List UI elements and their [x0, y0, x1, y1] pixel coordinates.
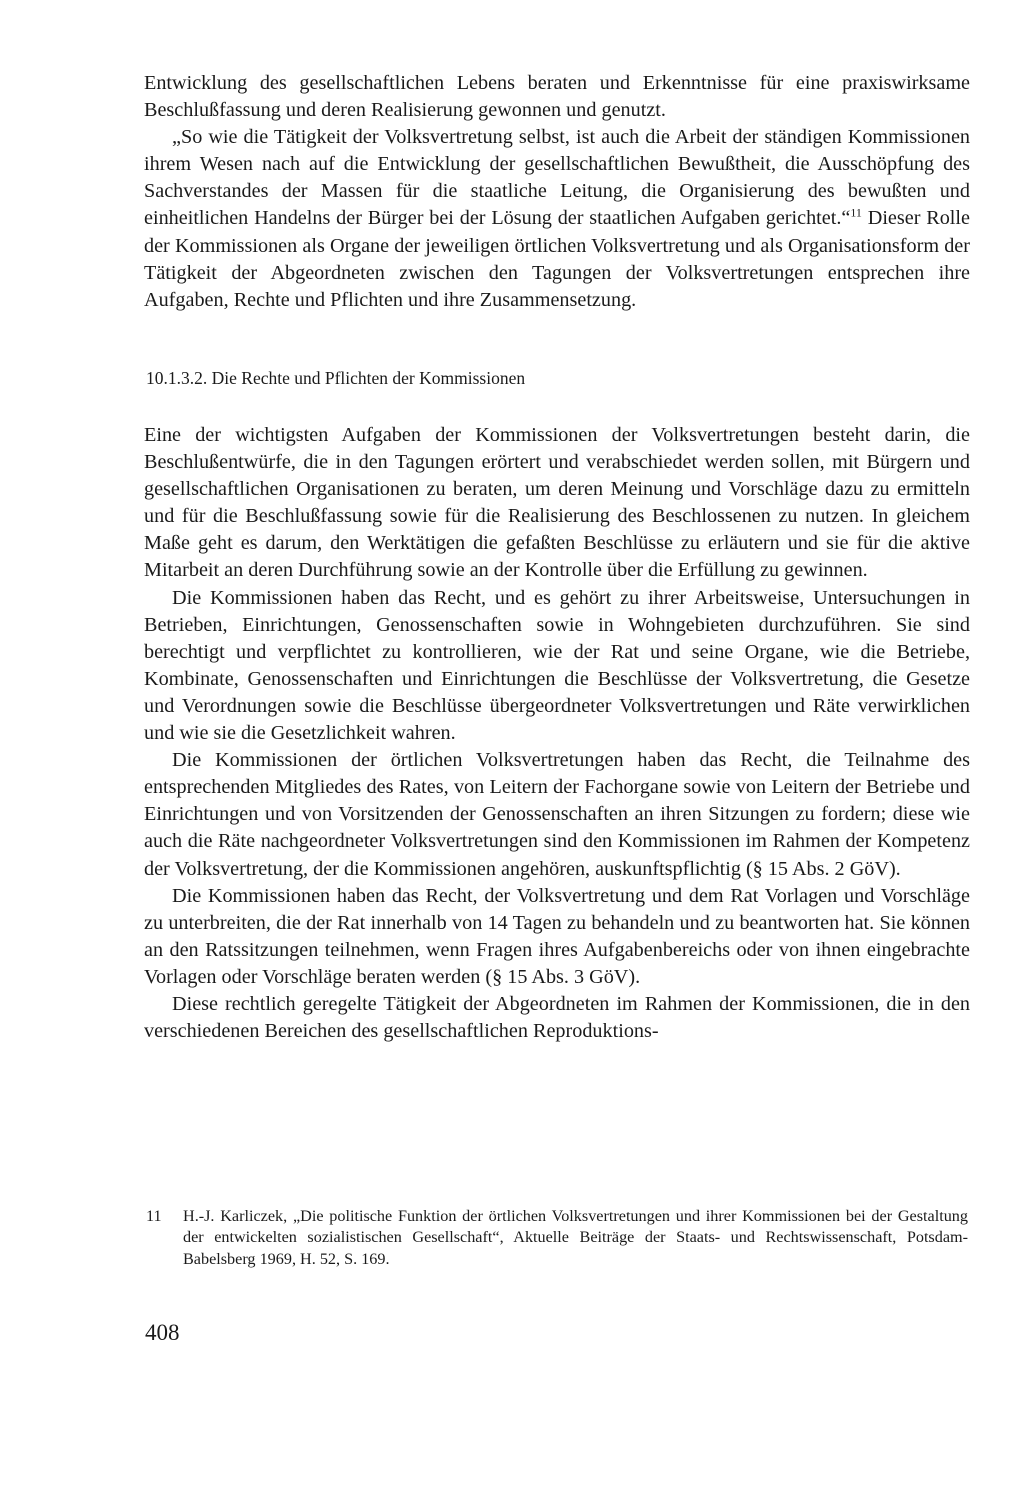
paragraph-continuation: Entwicklung des gesellschaftlichen Lebens beraten und Erkenntnisse für eine praxiswirksame Beschlußfassung und deren Realisierung gewonnen und genutzt.: [144, 72, 970, 122]
paragraph-quotation: [144, 124, 970, 314]
body-paragraph: Die Kommissionen haben das Recht, der Volksvertretung und dem Rat Vorlagen und Vorschläge zu unterbreiten, die der Rat innerhalb von 14 Tagen zu behandeln und zu beantworten hat. Sie können an den Ratssitzungen teilnehmen, wenn Fragen ihres Aufgabenbereichs oder von ihnen eingebrachte Vorlagen oder Vorschläge beraten werden (§ 15 Abs. 3 GöV).: [144, 884, 970, 988]
section-body: [144, 422, 970, 1045]
footnote-reference: 11: [850, 205, 862, 220]
body-paragraph: Diese rechtlich geregelte Tätigkeit der Abgeordneten im Rahmen der Kommissionen, die in den verschiedenen Bereichen des gesellschaftlichen Reproduktions-: [144, 992, 970, 1043]
page-number: 408: [145, 1320, 180, 1345]
quotation-followup-text: Dieser Rolle der Kommissionen als Organe der jeweiligen örtlichen Volksvertretung und als Organisationsform der Tätigkeit der Abgeordneten zwischen den Tagungen der Volksvertretungen entsprechen ihre Aufgaben, Rechte und Pflichten und ihre Zusammensetzung.: [144, 207, 970, 311]
continued-text-block: [144, 70, 970, 314]
body-paragraph: Die Kommissionen der örtlichen Volksvertretungen haben das Recht, die Teilnahme des entsprechenden Mitgliedes des Rates, von Leitern der Fachorgane sowie von Leitern der Betriebe und Einrichtungen und von Vorsitzenden der Genossenschaften an ihren Sitzungen zu fordern; diese wie auch die Räte nachgeordneter Volksvertretungen sind den Kommissionen im Rahmen der Kompetenz der Volksvertretung, der die Kommissionen angehören, auskunftspflichtig (§ 15 Abs. 2 GöV).: [144, 749, 970, 880]
footnote-number: 11: [146, 1207, 162, 1225]
body-paragraph: Die Kommissionen haben das Recht, und es gehört zu ihrer Arbeitsweise, Untersuchungen in Betrieben, Einrichtungen, Genossenschaften sowie in Wohngebieten durchzuführen. Sie sind berechtigt und verpflichtet zu kontrollieren, wie der Rat und seine Organe, wie die Betriebe, Kombinate, Genossenschaften und Einrichtungen die Beschlüsse der Volksvertretung, die Gesetze und Verordnungen sowie die Beschlüsse übergeordneter Volksvertretungen und Räte verwirklichen und wie sie die Gesetzlichkeit wahren.: [144, 586, 970, 745]
footnote-text: H.-J. Karliczek, „Die politische Funktion der örtlichen Volksvertretungen und ihrer Kommissionen bei der Gestaltung der entwickelten sozialistischen Gesellschaft“, Aktuelle Beiträge der Staats- und Rechtswissenschaft, Potsdam-Babelsberg 1969, H. 52, S. 169.: [183, 1207, 968, 1268]
section-heading: 10.1.3.2. Die Rechte und Pflichten der Kommissionen: [146, 368, 526, 388]
body-paragraph: Eine der wichtigsten Aufgaben der Kommissionen der Volksvertretungen besteht darin, die Beschlußentwürfe, die in den Tagungen erörtert und verabschiedet werden sollen, mit Bürgern und gesellschaftlichen Organisationen zu beraten, um deren Meinung und Vorschläge dazu zu ermitteln und für die Beschlußfassung sowie für die Realisierung des Beschlossenen zu nutzen. In gleichem Maße geht es darum, den Werktätigen die gefaßten Beschlüsse zu erläutern und sie für die aktive Mitarbeit an deren Durchführung sowie an der Kontrolle über die Erfüllung zu gewinnen.: [144, 424, 970, 582]
quotation-text: „So wie die Tätigkeit der Volksvertretung selbst, ist auch die Arbeit der ständigen Kommissionen ihrem Wesen nach auf die Entwicklung der gesellschaftlichen Bewußtheit, die Ausschöpfung des Sachverstandes der Massen für die staatliche Leitung, die Organisierung des bewußten und einheitlichen Handelns der Bürger bei der Lösung der staatlichen Aufgaben gerichtet.“: [144, 126, 970, 230]
footnote: [146, 1206, 968, 1270]
